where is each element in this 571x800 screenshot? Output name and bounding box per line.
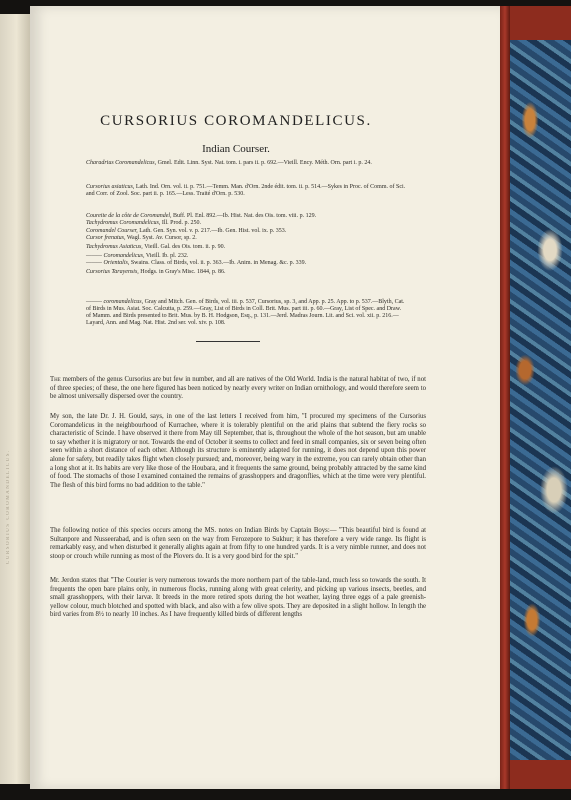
cover-edge [500,6,510,789]
synonym-entry: Coureite de la côte de Coromandel, Buff. Pl. Enl. 892.—Ib. Hist. Nat. des Ois. tom. viii. p. 129. Tachydromus Coromandelicus, Ill. Prod. p. 250. [86,213,317,226]
synonym-entry: ——— coromandelicus, Gray and Mitch. Gen. of Birds, vol. iii. p. 537, Cursorius, sp. 3, and App. p. 25. App. to p. 537.—Blyth, Cat. of Birds in Mus. Asiat. Soc. Calcutta, p. 259.—Gray, List of Birds in Coll. Brit. Mus. part iii. p. 60.—Gray, List of Spec. and Draw. of Mamm. and Birds presented to Brit. Mus. by B. H. Hodgson, Esq., p. 131.—Jerd. Madras Journ. Lit. and Sci. vol. xii. p. 216.—Layard, Ann. and Mag. Nat. Hist. 2nd ser. vol. xiv. p. 108. [86,299,405,326]
body-paragraph: The members of the genus Cursorius are but few in number, and all are natives of the Old World. India is the natural habitat of two, if not of three species; of these, the one here figured has been noticed by nearly every writer on Indian ornithology, and would therefore seem to be almost universally dispersed over the country. [50,376,426,401]
synonym-entry: Tachydromus Asiaticus, Vieill. Gal. des Ois. tom. ii. p. 90. [86,244,226,250]
page-subtitle: Indian Courser. [202,143,270,155]
body-paragraph: Mr. Jerdon states that "The Courier is very numerous towards the more northern part of the table-land, much less so towards the south. It frequents the open bare plains only, in numerous flocks, running along with great celerity, and picking up various insects, beetles, and small grasshoppers, with their larvæ. It breeds in the more retired spots during the hot weather, laying three eggs of a pale greenish-yellow colour, much blotched and spotted with black, and also with a few olive spots. They are deposited in a slight hollow. In length the bird varies from 8½ to nearly 10 inches. As I have frequently killed birds of different lengths [50,577,426,619]
section-divider [196,341,260,342]
synonym-entry: Cursorius Tarayensis, Hodgs. in Gray's Misc. 1844, p. 86. [86,269,226,275]
synonym-entry: ——— Coromandelicus, Vieill. Ib. pl. 232. ——— Orientalis, Swains. Class. of Birds, vol. ii. p. 363.—Ib. Anim. in Menag. &c. p. 339. [86,253,307,266]
marbled-endpaper [510,40,571,760]
synonym-entry: Charadrius Coromandelicus, Gmel. Edit. Linn. Syst. Nat. tom. i. pars ii. p. 692.—Vieill. Ency. Méth. Orn. part i. p. 24. [86,160,372,166]
page-title: CURSORIUS COROMANDELICUS. [100,113,372,129]
synonym-entry: Cursorius asiaticus, Lath. Ind. Orn. vol. ii. p. 751.—Temm. Man. d'Orn. 2nde édit. tom. ii. p. 514.—Sykes in Proc. of Comm. of Sci. and Corr. of Zool. Soc. part ii. p. 165.—Less. Traité d'Orn. p. 530. [86,184,406,197]
body-paragraph: The following notice of this species occurs among the MS. notes on Indian Birds by Captain Boys:— "This beautiful bird is found at Sultanpore and Nusseerabad, and is often seen on the way from Ferozepore to Sukhur; it has therefore a very wide range. Its flight is remarkably easy, and when disturbed it generally alights again at from fifty to one hundred yards. It is a very nimble runner, and does not stoop or crouch while running as most of the Plovers do. It is a very good bird for the spit." [50,527,426,560]
spine-text: CURSORIUS COROMANDELICUS. [6,449,11,564]
facing-page-edge [0,14,30,784]
synonym-entry: Coromandel Courser, Lath. Gen. Syn. vol. v. p. 217.—Ib. Gen. Hist. vol. ix. p. 353. Cursor frenatus, Wagl. Syst. Av. Cursor, sp. 2. [86,228,287,241]
body-paragraph: My son, the late Dr. J. H. Gould, says, in one of the last letters I received from him, "I procured my specimens of the Cursorius Coromandelicus in the neighbourhood of Kurrachee, where it is tolerably plentiful on the arid plains that subtend the fiery rocks so characteristic of Scinde. I have observed it there from May till September, that is, throughout the whole of the hot season, but am unable to say whether it is migratory or not. Towards the end of October it seems to collect and feed in small companies, six or seven being often seen within a short distance of each other. Although its structure is eminently adapted for running, it does not depend upon this power alone for safety, but readily takes flight when closely pursued; and, moreover, being wary in the extreme, you can rarely obtain other than a long shot at it. Its habits are very like those of the Houbara, and it frequents the same ground, being probably attracted by the same kind of food. The stomachs of those I examined contained the remains of grasshoppers and dragonflies, which at the time were very plentiful. The flesh of this bird forms no bad addition to the table." [50,413,426,489]
cover-leather-top [510,6,571,40]
cover-leather-bottom [510,760,571,789]
